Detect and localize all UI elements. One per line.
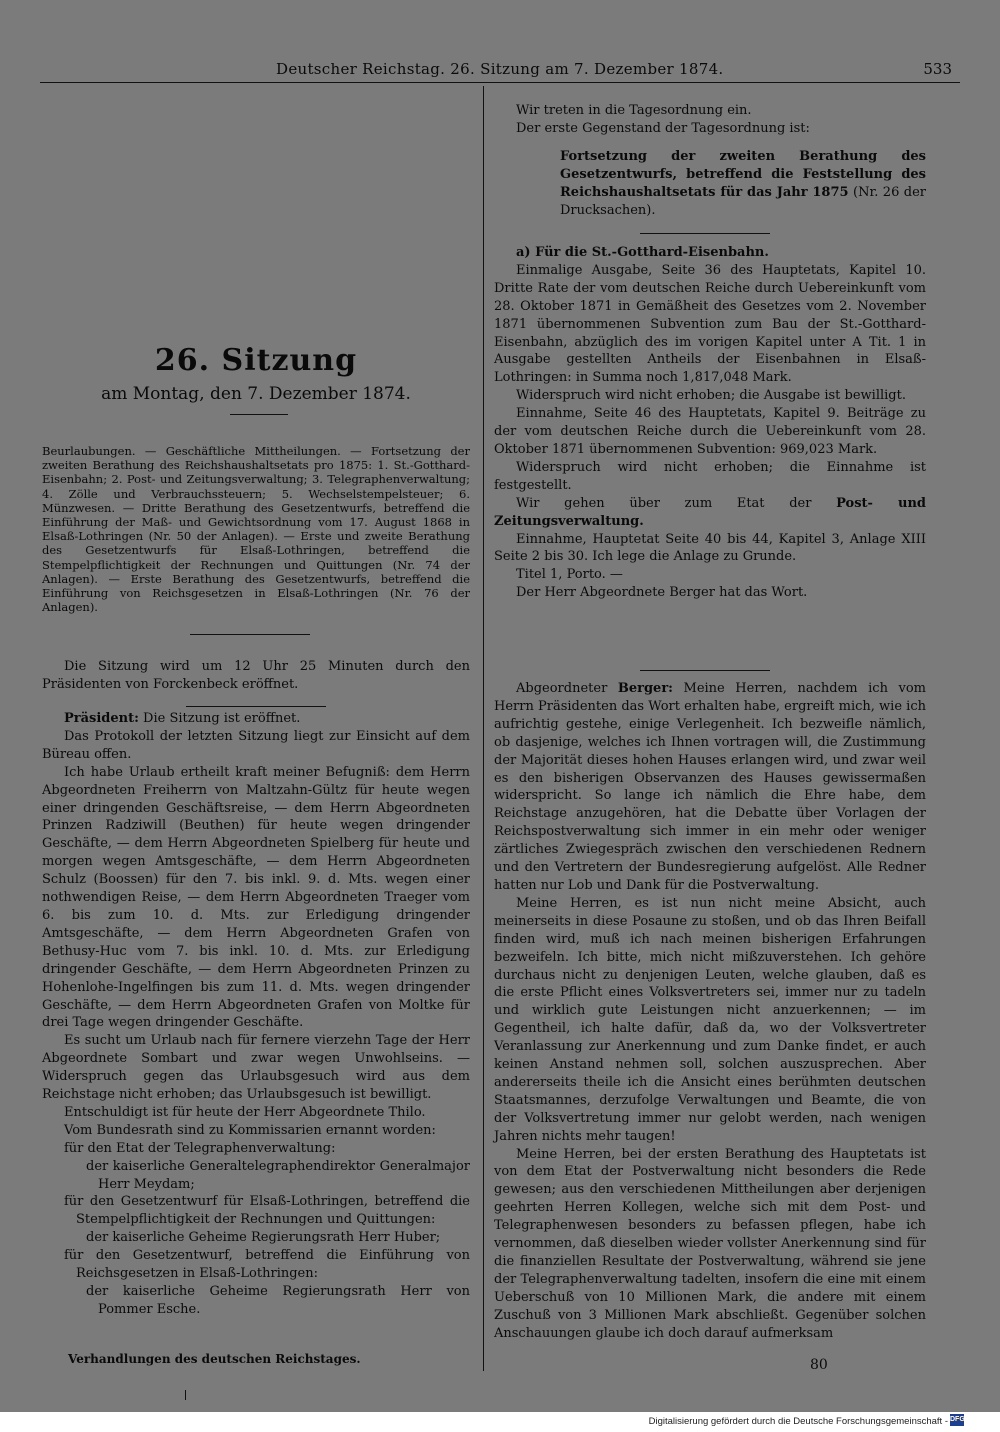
stamp-item: für den Gesetzentwurf für Elsaß-Lothringen, betreffend die Stempelpflichtigkeit der Rechnungen und Quittungen: xyxy=(64,1194,470,1228)
agenda-intro: Wir treten in die Tagesordnung ein. xyxy=(516,103,752,118)
left-column-body xyxy=(42,710,470,1319)
sombart-paragraph: Es sucht um Urlaub nach für fernere vierzehn Tage der Herr Abgeordnete Sombart und zwar wegen Unwohlseins. — Widerspruch gegen das Urlaubsgesuch wird aus dem Reichstage nicht erhoben; das Urlaubsgesuch ist bewilligt. xyxy=(42,1033,470,1103)
berger-floor: Der Herr Abgeordnete Berger hat das Wort. xyxy=(516,585,808,601)
page-number: 533 xyxy=(923,60,952,78)
huber-item: der kaiserliche Geheime Regierungsrath Herr Huber; xyxy=(86,1230,441,1246)
president-text: Die Sitzung ist eröffnet. xyxy=(138,711,301,726)
column-divider xyxy=(483,86,484,1371)
opening-rule xyxy=(186,706,326,707)
speaker-berger: Berger: xyxy=(617,681,673,696)
telegraph-item: für den Etat der Telegraphenverwaltung: xyxy=(64,1140,336,1156)
berger-text: Meine Herren, nachdem ich vom Herrn Präsidenten das Wort erhalten habe, ergreift mich, wie ich aufrichtig gestehe, einige Verlegenheit. Ich bezweifle nämlich, ob dasjenige, welches ich Ihnen vortragen will, die Zustimmung der Majorität dieses hohen Hauses erlangen wird, und zwar weil es den bisherigen Observanzen des Hauses gewissermaßen widerspricht. So lange ich nämlich die Ehre habe, dem Reichstage anzugehören, hat die Debatte über Vorlagen der Reichspostverwaltung sich immer in ein mehr oder weniger zärtliches Zwiegespräch zwischen den verschiedenen Rednern und den Vertretern der Bundesregierung aufgelöst. Alle Redner hatten nur Lob und Dank für die Postverwaltung. xyxy=(494,681,927,893)
summary-rule xyxy=(190,634,310,635)
excused-paragraph: Entschuldigt ist für heute der Herr Abgeordnete Thilo. xyxy=(64,1104,426,1120)
expense-approved: Widerspruch wird nicht erhoben; die Ausgabe ist bewilligt. xyxy=(516,388,906,404)
summary-text: Beurlaubungen. — Geschäftliche Mittheilungen. — Fortsetzung der zweiten Berathung des Reichshaushaltsetats pro 1875: 1. St.-Gotthard-Eisenbahn; 2. Post- und Zeitungsverwaltung; 3. Telegraphenverwaltung; 4. Zölle und Verbrauchssteuern; 5. Wechselstempelsteuer; 6. Münzwesen. — Dritte Berathung des Gesetzentwurfs, betreffend die Einführung der Maß- und Gewichtsordnung vom 17. August 1868 in Elsaß-Lothringen (Nr. 50 der Anlagen). — Erste und zweite Berathung des Gesetzentwurfs für Elsaß-Lothringen, betreffend die Stempelpflichtigkeit der Rechnungen und Quittungen (Nr. 74 der Anlagen). — Erste Berathung des Gesetzentwurfs, betreffend die Einführung von Reichsgesetzen in Elsaß-Lothringen (Nr. 76 der Anlagen). xyxy=(42,444,470,615)
right-column-etat xyxy=(494,244,926,602)
bundesrath-paragraph: Vom Bundesrath sind zu Kommissarien ernannt worden: xyxy=(64,1122,436,1138)
scan-mark xyxy=(185,1390,186,1400)
gotthard-expense: Einmalige Ausgabe, Seite 36 des Hauptetats, Kapitel 10. Dritte Rate der vom deutschen Reiche durch Uebereinkunft vom 28. Oktober 1871 in Gemäßheit des Gesetzes vom 2. November 1871 übernommenen Subvention zum Bau der St.-Gotthard-Eisenbahn, abzüglich des im vorigen Kapitel unter A Tit. 1 in Ausgabe gestellten Antheils der Eisenbahnen in Elsaß-Lothringen: in Summa noch 1,817,048 Mark. xyxy=(494,262,926,386)
session-summary xyxy=(42,444,470,614)
gotthard-heading: a) Für die St.-Gotthard-Eisenbahn. xyxy=(516,245,769,260)
post-etat-text: Wir gehen über zum Etat der xyxy=(516,495,837,511)
meydam-item: der kaiserliche Generaltelegraphendirektor Generalmajor Herr Meydam; xyxy=(86,1158,470,1192)
opening-paragraph: Die Sitzung wird um 12 Uhr 25 Minuten durch den Präsidenten von Forckenbeck eröffnet. xyxy=(42,659,470,692)
footer-source: Verhandlungen des deutschen Reichstages. xyxy=(68,1352,361,1366)
agenda-first: Der erste Gegenstand der Tagesordnung ist: xyxy=(516,120,810,136)
berger-speech-1 xyxy=(494,680,926,895)
gotthard-income: Einnahme, Seite 46 des Hauptetats, Kapitel 9. Beiträge zu der vom deutschen Reiche durch die Uebereinkunft vom 28. Oktober 1871 übernommenen Subvention: 969,023 Mark. xyxy=(494,406,926,457)
title-porto: Titel 1, Porto. — xyxy=(516,567,623,583)
berger-prefix: Abgeordneter xyxy=(516,681,618,696)
agenda-rule xyxy=(640,233,770,234)
berger-speech-3: Meine Herren, bei der ersten Berathung des Hauptetats ist von dem Etat der Postverwaltung nicht besonders die Rede gewesen; aus den verschiedenen Mittheilungen aber derjenigen geehrten Herren Kollegen, welche sich mit dem Post- und Telegraphenwesen besonders zu befassen pflegen, habe ich vernommen, daß dieselben wieder vollster Anerkennung sind für die finanziellen Resultate der Postverwaltung, während sie jene der Telegraphenverwaltung tadelten, insofern die eine mit einem Ueberschuß von 10 Millionen Mark, die andere mit einem Zuschuß von 3 Millionen Mark abschließt. Gegenüber solchen Anschauungen glaube ich doch darauf aufmerksam xyxy=(494,1146,926,1341)
income-approved: Widerspruch wird nicht erhoben; die Einnahme ist festgestellt. xyxy=(494,459,926,493)
agenda-item-title: Fortsetzung der zweiten Berathung des Gesetzentwurfs, betreffend die Feststellung des Reichshaushaltsetats für das Jahr 1875 xyxy=(560,148,926,200)
funding-note: Digitalisierung gefördert durch die Deutsche Forschungsgemeinschaft - xyxy=(648,1416,948,1427)
header-title: Deutscher Reichstag. 26. Sitzung am 7. Dezember 1874. xyxy=(276,60,724,78)
leave-paragraph: Ich habe Urlaub ertheilt kraft meiner Befugniß: dem Herrn Abgeordneten Freiherrn von Maltzahn-Gültz für heute wegen einer dringenden Geschäftsreise, — dem Herrn Abgeordneten Prinzen Radziwill (Beuthen) für heute wegen dringender Geschäfte, — dem Herrn Abgeordneten Spielberg für heute und morgen wegen Amtsgeschäfte, — dem Herrn Abgeordneten Schulz (Boossen) für den 7. bis inkl. 9. d. Mts. wegen einer nothwendigen Reise, — dem Herrn Abgeordneten Traeger vom 6. bis zum 10. d. Mts. zur Erledigung dringender Amtsgeschäfte, — dem Herrn Abgeordneten Grafen von Bethusy-Huc vom 7. bis inkl. 10. d. Mts. zur Erledigung dringender Geschäfte, — dem Herrn Abgeordneten Prinzen zu Hohenlohe-Ingelfingen bis zum 11. d. Mts. wegen dringender Geschäfte, — dem Herrn Abgeordneten Grafen von Moltke für drei Tage wegen dringender Geschäfte. xyxy=(42,764,470,1031)
dfg-logo-icon: DFG xyxy=(950,1414,964,1426)
session-title: 26. Sitzung xyxy=(154,343,358,378)
running-header xyxy=(40,58,960,83)
protocol-paragraph: Das Protokoll der letzten Sitzung liegt zur Einsicht auf dem Büreau offen. xyxy=(42,728,470,762)
reichsgesetze-item: für den Gesetzentwurf, betreffend die Einführung von Reichsgesetzen in Elsaß-Lothringen: xyxy=(64,1248,470,1282)
post-etat-intro xyxy=(494,495,926,531)
session-date: am Montag, den 7. Dezember 1874. xyxy=(101,384,411,404)
berger-speech-2: Meine Herren, es ist nun nicht meine Absicht, auch meinerseits in diese Posaune zu stoßen, und ob das Ihren Beifall finden wird, muß ich nach meinen bisherigen Erfahrungen bezweifeln. Ich bitte, mich nicht mißzuverstehen. Ich gehöre durchaus nicht zu denjenigen Leuten, welche glauben, daß es die erste Pflicht eines Volksvertreters sei, immer nur zu tadeln und wirklich gute Leistungen nicht anzuerkennen; — im Gegentheil, ich halte dafür, daß da, wo der Volksvertreter Veranlassung zur Anerkennung und zum Danke findet, er auch keinen Anstand nehmen soll, solchen auszusprechen. Aber andererseits theile ich die Ansicht eines berühmten deutschen Staatsmannes, derzufolge Verwaltungen und Beamte, die von der Volksvertretung immer nur gelobt werden, nach wenigen Jahren nichts mehr taugen! xyxy=(494,895,926,1144)
signature-number: 80 xyxy=(810,1357,828,1373)
right-column xyxy=(494,102,926,219)
post-etat-title: Post- und Zeitungsverwaltung. xyxy=(494,495,926,529)
post-income: Einnahme, Hauptetat Seite 40 bis 44, Kapitel 3, Anlage XIII Seite 2 bis 30. Ich lege die Anlage zu Grunde. xyxy=(494,531,926,565)
agenda-item xyxy=(494,148,926,220)
left-column xyxy=(42,658,470,694)
pommer-esche-item: der kaiserliche Geheime Regierungsrath Herr von Pommer Esche. xyxy=(86,1284,470,1317)
speaker-president: Präsident: xyxy=(64,711,139,726)
right-column-speech xyxy=(494,680,926,1343)
speech-rule xyxy=(640,670,770,671)
title-rule xyxy=(230,414,288,415)
agenda-item-ref: (Nr. 26 der Drucksachen). xyxy=(560,184,926,218)
president-paragraph xyxy=(42,710,470,728)
